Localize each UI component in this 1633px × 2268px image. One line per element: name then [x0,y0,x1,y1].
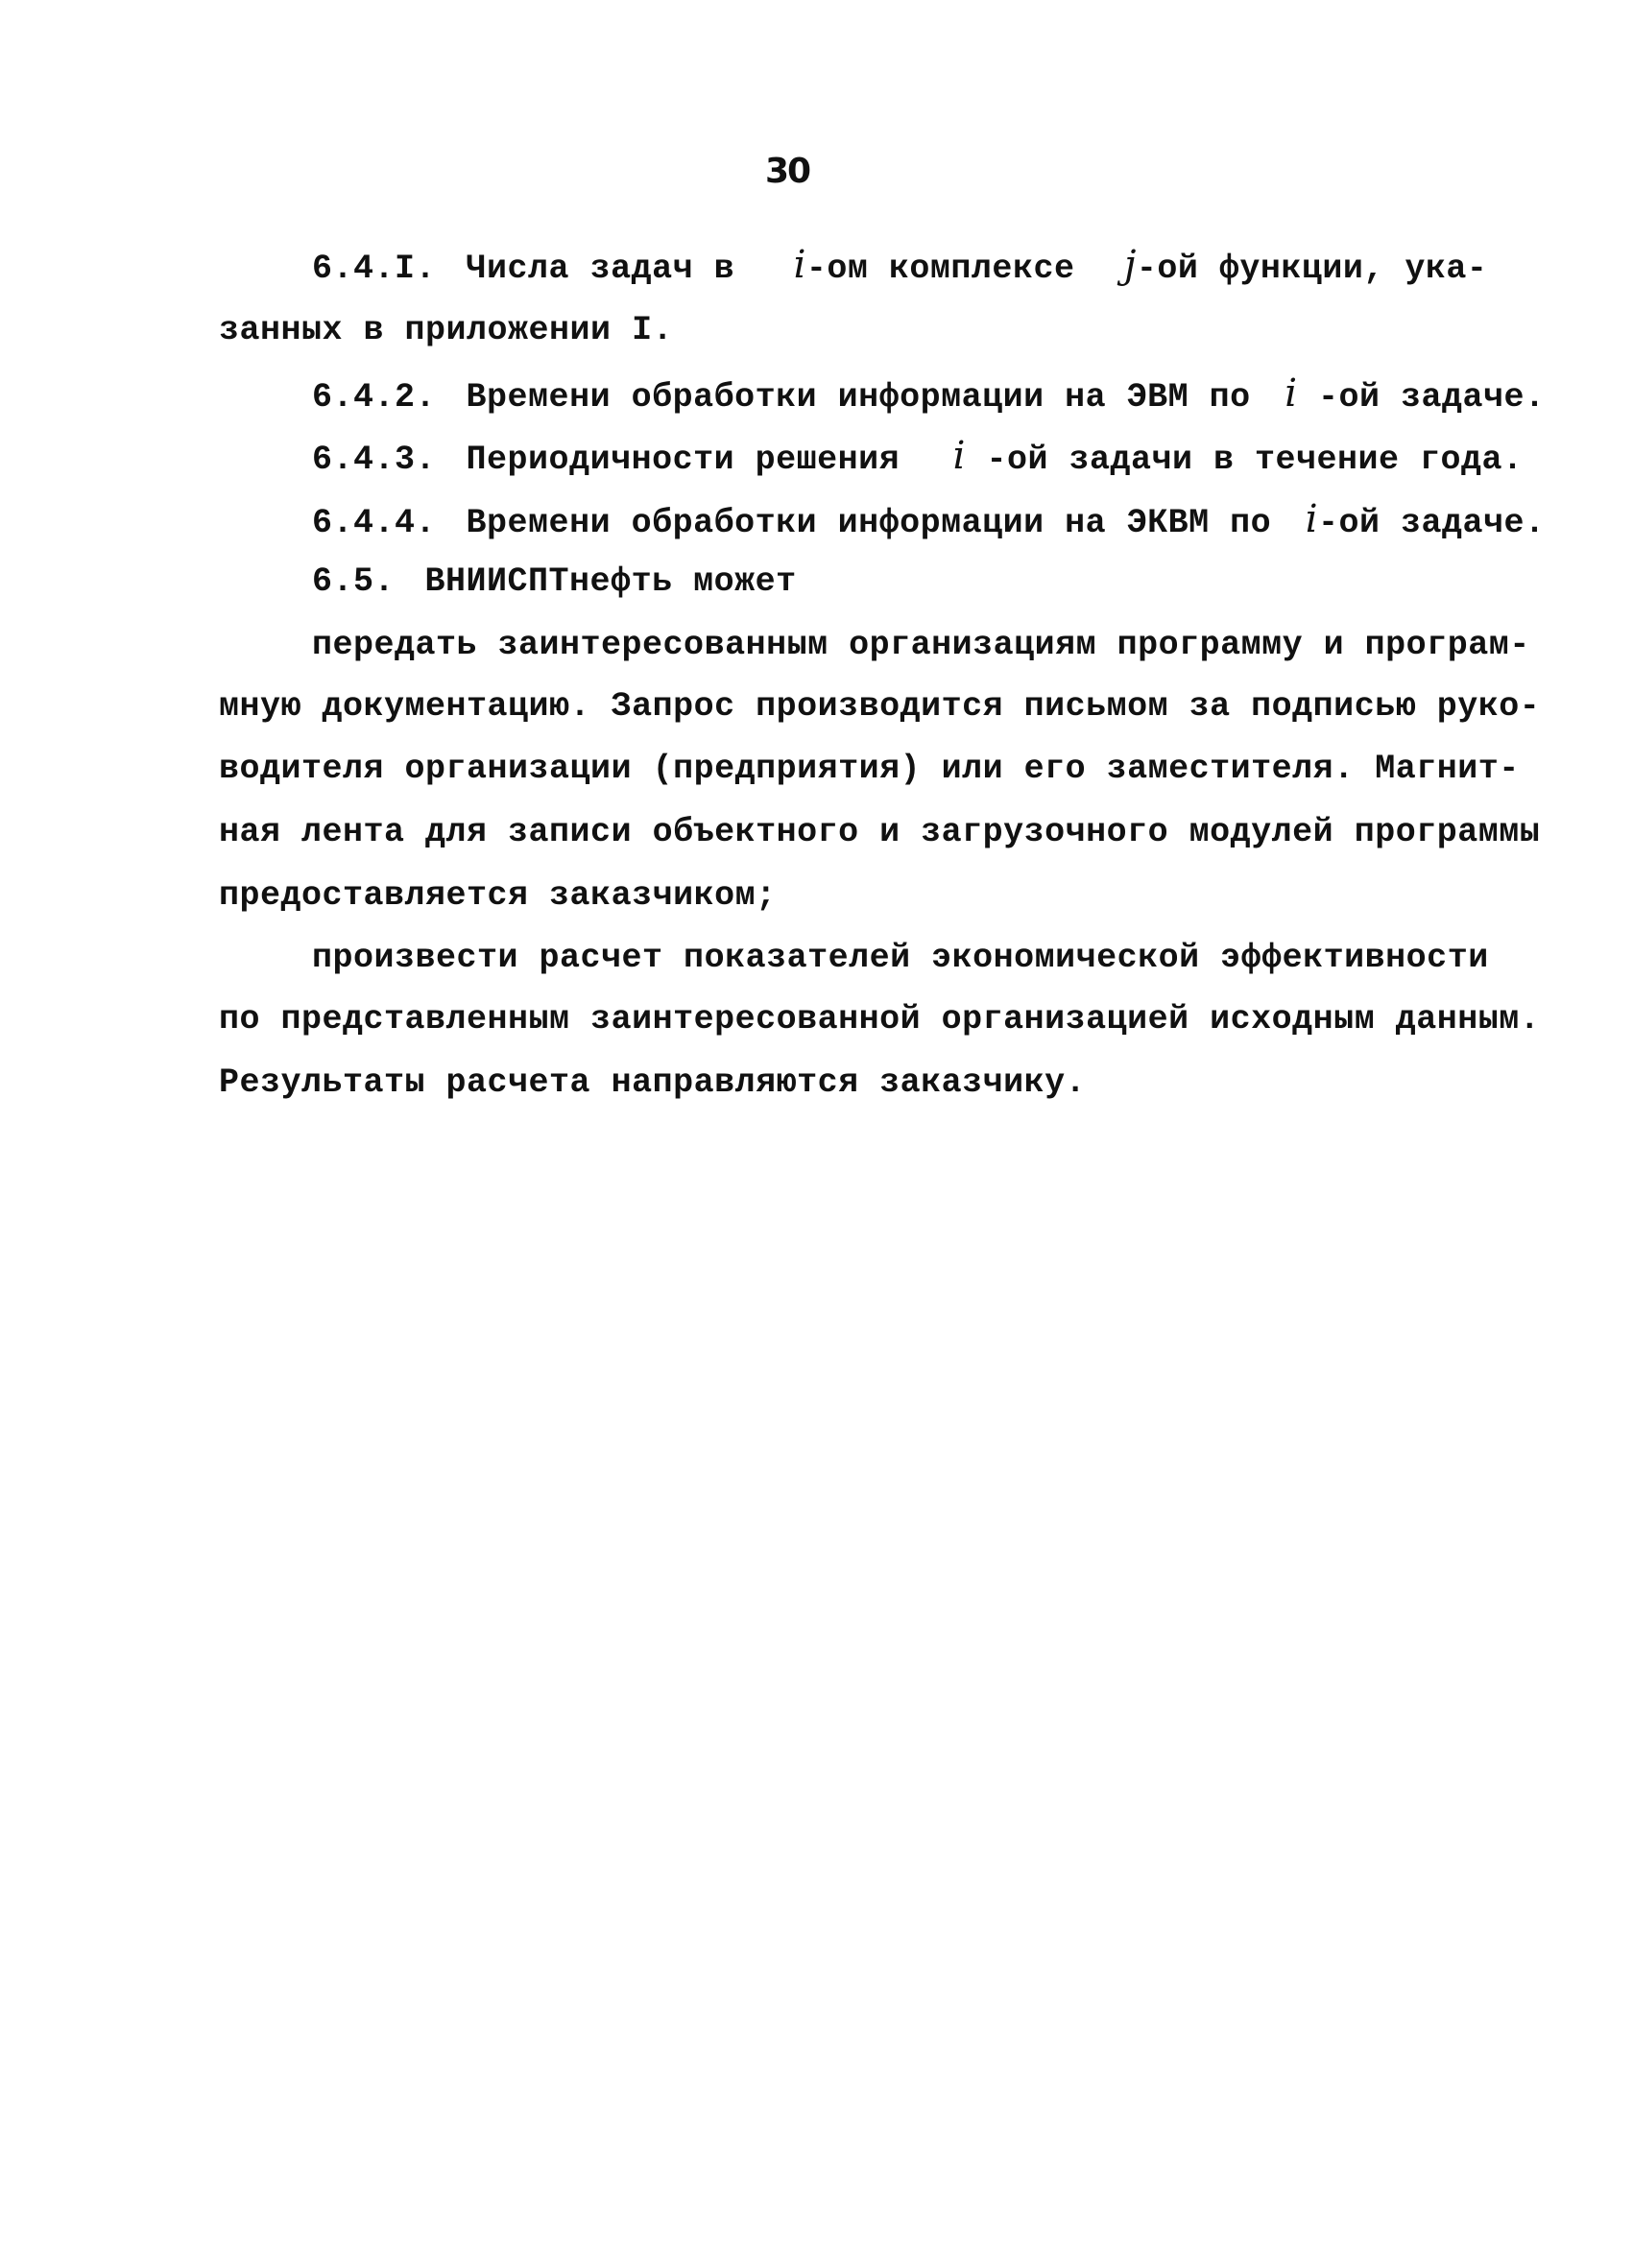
item-text: -ой функции, ука- [1136,250,1488,288]
item-6-4-4 [312,498,1546,544]
variable-i: i [1285,371,1298,416]
item-text: -ой задачи в течение года. [986,441,1524,479]
item-text: -ой задаче. [1318,504,1546,542]
item-text: -ом комплексе [805,250,1075,288]
item-6-4-2 [312,372,1546,418]
paragraph-1-line: ная лента для записи объектного и загрузочного модулей программы [219,813,1541,851]
item-number: 6.4.3. [312,441,437,479]
paragraph-1-line: водителя организации (предприятия) или его заместителя. Магнит- [219,750,1520,788]
paragraph-2-line: произвести расчет показателей экономической эффективности [312,939,1489,977]
variable-i: i [952,434,966,478]
variable-i: i [1305,497,1318,541]
item-text: Числа задач в [466,250,735,288]
item-text: ВНИИСПТнефть может [424,562,797,601]
paragraph-1-line: предоставляется заказчиком; [219,876,777,915]
paragraph-1-line: передать заинтересованным организациям программу и програм- [312,626,1530,664]
item-number: 6.4.4. [312,504,437,542]
variable-i: i [793,243,806,287]
item-text: -ой задаче. [1318,378,1546,417]
item-6-5 [312,561,797,603]
item-6-4-3 [312,435,1524,481]
item-number: 6.5. [312,562,396,601]
paragraph-2-line: Результаты расчета направляются заказчику. [219,1063,1087,1102]
page-number: 30 [764,152,810,191]
item-number: 6.4.I. [312,250,437,288]
item-6-4-1-line-1 [312,244,1487,290]
item-text: Времени обработки информации на ЭКВМ по [466,504,1272,542]
paragraph-1-line: мную документацию. Запрос производится письмом за подписью руко- [219,687,1541,726]
item-6-4-1-line-2: занных в приложении I. [219,311,674,349]
item-number: 6.4.2. [312,378,437,417]
item-text: Времени обработки информации на ЭВМ по [466,378,1251,417]
item-text: Периодичности решения [466,441,901,479]
variable-j: j [1123,243,1137,287]
paragraph-2-line: по представленным заинтересованной организацией исходным данным. [219,1000,1541,1039]
